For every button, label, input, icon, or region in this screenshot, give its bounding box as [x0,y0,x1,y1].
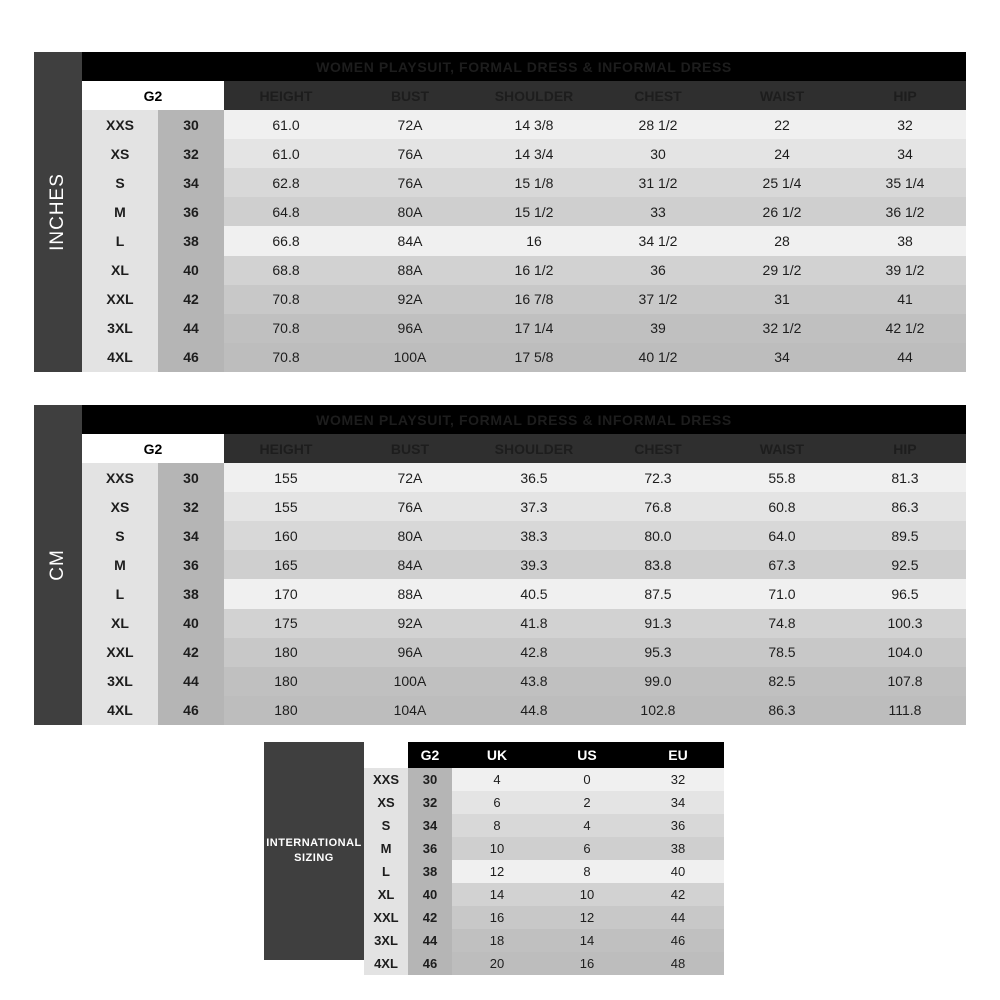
cell-bust: 76A [348,168,472,197]
cell-shoulder: 16 1/2 [472,256,596,285]
cell-uk: 18 [452,929,542,952]
cell-waist: 26 1/2 [720,197,844,226]
row-size: XL [82,256,158,285]
cell-waist: 22 [720,110,844,139]
cell-waist: 71.0 [720,579,844,608]
row-num: 34 [408,814,452,837]
cell-bust: 96A [348,638,472,667]
cell-height: 165 [224,550,348,579]
cell-hip: 38 [844,226,966,255]
inches-col-hip: HIP [844,81,966,110]
inches-col-chest: CHEST [596,81,720,110]
inches-title-row [82,52,966,81]
cell-height: 175 [224,609,348,638]
cell-waist: 31 [720,285,844,314]
cell-height: 61.0 [224,139,348,168]
cell-eu: 46 [632,929,724,952]
row-size: M [364,837,408,860]
table-row [82,285,966,314]
inches-col-bust: BUST [348,81,472,110]
international-sizing-table [364,742,724,975]
list-item [364,791,724,814]
cell-shoulder: 42.8 [472,638,596,667]
table-row [82,521,966,550]
cell-chest: 31 1/2 [596,168,720,197]
row-num: 42 [408,906,452,929]
inches-chart-block [34,52,966,372]
list-item [364,814,724,837]
cm-title-row [82,405,966,434]
cell-bust: 76A [348,492,472,521]
cell-waist: 29 1/2 [720,256,844,285]
cell-shoulder: 40.5 [472,579,596,608]
list-item [364,883,724,906]
cell-chest: 33 [596,197,720,226]
cell-uk: 16 [452,906,542,929]
row-num: 32 [408,791,452,814]
cell-waist: 86.3 [720,696,844,725]
unit-label-cm-text: CM [46,549,68,581]
cell-hip: 39 1/2 [844,256,966,285]
row-num: 36 [158,550,224,579]
cm-brand-cell: G2 [82,434,224,463]
cell-height: 62.8 [224,168,348,197]
unit-label-inches [34,52,82,372]
cell-hip: 81.3 [844,463,966,492]
cell-chest: 76.8 [596,492,720,521]
cell-shoulder: 16 [472,226,596,255]
cell-chest: 39 [596,314,720,343]
cell-bust: 100A [348,343,472,372]
cell-eu: 40 [632,860,724,883]
table-row [82,667,966,696]
cell-height: 155 [224,492,348,521]
cell-waist: 67.3 [720,550,844,579]
cell-hip: 32 [844,110,966,139]
cell-bust: 80A [348,197,472,226]
cell-hip: 44 [844,343,966,372]
row-num: 34 [158,168,224,197]
list-item [364,768,724,791]
cell-hip: 111.8 [844,696,966,725]
table-row [82,197,966,226]
cm-col-chest: CHEST [596,434,720,463]
table-row [82,110,966,139]
cell-chest: 28 1/2 [596,110,720,139]
row-num: 46 [158,343,224,372]
row-size: XXS [82,110,158,139]
list-item [364,837,724,860]
cm-title: WOMEN PLAYSUIT, FORMAL DRESS & INFORMAL DRESS [82,405,966,434]
cell-shoulder: 15 1/8 [472,168,596,197]
cell-shoulder: 43.8 [472,667,596,696]
cell-uk: 8 [452,814,542,837]
list-item [364,929,724,952]
cell-hip: 41 [844,285,966,314]
cell-us: 16 [542,952,632,975]
cell-us: 14 [542,929,632,952]
cell-hip: 34 [844,139,966,168]
cell-height: 180 [224,638,348,667]
cell-waist: 32 1/2 [720,314,844,343]
table-row [82,696,966,725]
cell-bust: 92A [348,285,472,314]
intl-brand-cell: G2 [408,742,452,768]
cell-uk: 14 [452,883,542,906]
row-size: M [82,550,158,579]
cell-waist: 25 1/4 [720,168,844,197]
cell-us: 6 [542,837,632,860]
row-size: S [364,814,408,837]
row-num: 40 [158,256,224,285]
cell-shoulder: 16 7/8 [472,285,596,314]
intl-header-row [364,742,724,768]
cell-eu: 34 [632,791,724,814]
row-size: XXL [82,285,158,314]
row-num: 40 [408,883,452,906]
row-num: 38 [158,579,224,608]
cell-bust: 84A [348,226,472,255]
international-sizing-label-text: INTERNATIONAL SIZING [266,836,362,864]
cell-chest: 30 [596,139,720,168]
row-size: 3XL [82,314,158,343]
cell-shoulder: 37.3 [472,492,596,521]
cell-shoulder: 38.3 [472,521,596,550]
cell-hip: 36 1/2 [844,197,966,226]
row-num: 40 [158,609,224,638]
cell-hip: 42 1/2 [844,314,966,343]
cell-shoulder: 14 3/4 [472,139,596,168]
intl-blank-cell [364,742,408,768]
cell-height: 160 [224,521,348,550]
cell-waist: 74.8 [720,609,844,638]
cell-height: 70.8 [224,285,348,314]
row-num: 42 [158,638,224,667]
cell-height: 180 [224,696,348,725]
cell-bust: 96A [348,314,472,343]
table-row [82,579,966,608]
row-num: 38 [158,226,224,255]
row-size: 4XL [82,343,158,372]
cell-bust: 88A [348,256,472,285]
cell-bust: 88A [348,579,472,608]
cell-eu: 42 [632,883,724,906]
cell-waist: 34 [720,343,844,372]
table-row [82,638,966,667]
row-size: XXL [364,906,408,929]
row-num: 36 [158,197,224,226]
cell-chest: 91.3 [596,609,720,638]
list-item [364,906,724,929]
cell-shoulder: 17 5/8 [472,343,596,372]
inches-col-shoulder: SHOULDER [472,81,596,110]
row-num: 30 [408,768,452,791]
table-row [82,609,966,638]
table-row [82,226,966,255]
cell-waist: 78.5 [720,638,844,667]
cell-waist: 28 [720,226,844,255]
intl-col-us: US [542,742,632,768]
cell-height: 70.8 [224,314,348,343]
intl-col-eu: EU [632,742,724,768]
cm-col-hip: HIP [844,434,966,463]
row-size: L [364,860,408,883]
cell-shoulder: 39.3 [472,550,596,579]
cell-chest: 72.3 [596,463,720,492]
row-size: M [82,197,158,226]
row-size: S [82,168,158,197]
table-row [82,256,966,285]
cell-shoulder: 36.5 [472,463,596,492]
row-num: 46 [158,696,224,725]
cell-hip: 35 1/4 [844,168,966,197]
row-size: 3XL [364,929,408,952]
cell-chest: 40 1/2 [596,343,720,372]
table-row [82,492,966,521]
row-size: XXS [364,768,408,791]
row-num: 46 [408,952,452,975]
inches-col-height: HEIGHT [224,81,348,110]
cell-hip: 89.5 [844,521,966,550]
table-row [82,550,966,579]
table-row [82,314,966,343]
inches-brand-cell: G2 [82,81,224,110]
cell-bust: 72A [348,110,472,139]
cm-col-height: HEIGHT [224,434,348,463]
cm-chart-block [34,405,966,725]
cell-uk: 6 [452,791,542,814]
row-num: 36 [408,837,452,860]
cell-hip: 92.5 [844,550,966,579]
international-sizing-label [264,742,364,960]
cell-shoulder: 14 3/8 [472,110,596,139]
row-size: L [82,226,158,255]
table-row [82,343,966,372]
cell-hip: 100.3 [844,609,966,638]
inches-col-waist: WAIST [720,81,844,110]
cell-bust: 92A [348,609,472,638]
inches-title: WOMEN PLAYSUIT, FORMAL DRESS & INFORMAL DRESS [82,52,966,81]
cell-uk: 4 [452,768,542,791]
inches-header-row [82,81,966,110]
cell-hip: 86.3 [844,492,966,521]
row-size: XXS [82,463,158,492]
row-num: 42 [158,285,224,314]
cell-eu: 38 [632,837,724,860]
row-size: XS [82,492,158,521]
international-sizing-block [264,742,724,975]
row-num: 32 [158,492,224,521]
row-size: XL [82,609,158,638]
row-size: XXL [82,638,158,667]
cell-chest: 95.3 [596,638,720,667]
cell-chest: 99.0 [596,667,720,696]
inches-table [82,52,966,372]
cell-bust: 80A [348,521,472,550]
table-row [82,139,966,168]
row-num: 44 [408,929,452,952]
cell-shoulder: 17 1/4 [472,314,596,343]
cm-col-bust: BUST [348,434,472,463]
cell-hip: 107.8 [844,667,966,696]
row-size: 3XL [82,667,158,696]
cell-uk: 20 [452,952,542,975]
row-size: XL [364,883,408,906]
cell-height: 66.8 [224,226,348,255]
cell-us: 8 [542,860,632,883]
cell-bust: 84A [348,550,472,579]
cell-waist: 55.8 [720,463,844,492]
cell-chest: 83.8 [596,550,720,579]
cm-col-waist: WAIST [720,434,844,463]
cell-bust: 72A [348,463,472,492]
row-num: 34 [158,521,224,550]
cell-height: 61.0 [224,110,348,139]
cell-waist: 24 [720,139,844,168]
row-size: XS [364,791,408,814]
intl-col-uk: UK [452,742,542,768]
row-size: S [82,521,158,550]
cell-height: 180 [224,667,348,696]
cell-eu: 32 [632,768,724,791]
cell-bust: 76A [348,139,472,168]
unit-label-cm [34,405,82,725]
cell-chest: 102.8 [596,696,720,725]
cell-waist: 82.5 [720,667,844,696]
row-size: 4XL [82,696,158,725]
cell-shoulder: 41.8 [472,609,596,638]
row-num: 44 [158,314,224,343]
row-size: XS [82,139,158,168]
row-num: 32 [158,139,224,168]
cm-table [82,405,966,725]
cell-us: 0 [542,768,632,791]
cell-eu: 48 [632,952,724,975]
cm-header-row [82,434,966,463]
cell-bust: 100A [348,667,472,696]
row-size: 4XL [364,952,408,975]
cell-chest: 80.0 [596,521,720,550]
cell-height: 155 [224,463,348,492]
cell-chest: 36 [596,256,720,285]
cm-col-shoulder: SHOULDER [472,434,596,463]
unit-label-inches-text: INCHES [47,173,69,251]
cell-us: 4 [542,814,632,837]
row-num: 38 [408,860,452,883]
row-num: 44 [158,667,224,696]
table-row [82,168,966,197]
cell-chest: 37 1/2 [596,285,720,314]
list-item [364,952,724,975]
row-size: L [82,579,158,608]
cell-us: 2 [542,791,632,814]
row-num: 30 [158,110,224,139]
cell-eu: 44 [632,906,724,929]
cell-height: 170 [224,579,348,608]
cell-shoulder: 44.8 [472,696,596,725]
cell-waist: 60.8 [720,492,844,521]
cell-uk: 12 [452,860,542,883]
cell-hip: 104.0 [844,638,966,667]
cell-hip: 96.5 [844,579,966,608]
table-row [82,463,966,492]
row-num: 30 [158,463,224,492]
cell-height: 70.8 [224,343,348,372]
cell-bust: 104A [348,696,472,725]
cell-shoulder: 15 1/2 [472,197,596,226]
cell-height: 64.8 [224,197,348,226]
cell-chest: 34 1/2 [596,226,720,255]
cell-waist: 64.0 [720,521,844,550]
cell-us: 12 [542,906,632,929]
list-item [364,860,724,883]
cell-us: 10 [542,883,632,906]
cell-eu: 36 [632,814,724,837]
cell-height: 68.8 [224,256,348,285]
cell-chest: 87.5 [596,579,720,608]
cell-uk: 10 [452,837,542,860]
